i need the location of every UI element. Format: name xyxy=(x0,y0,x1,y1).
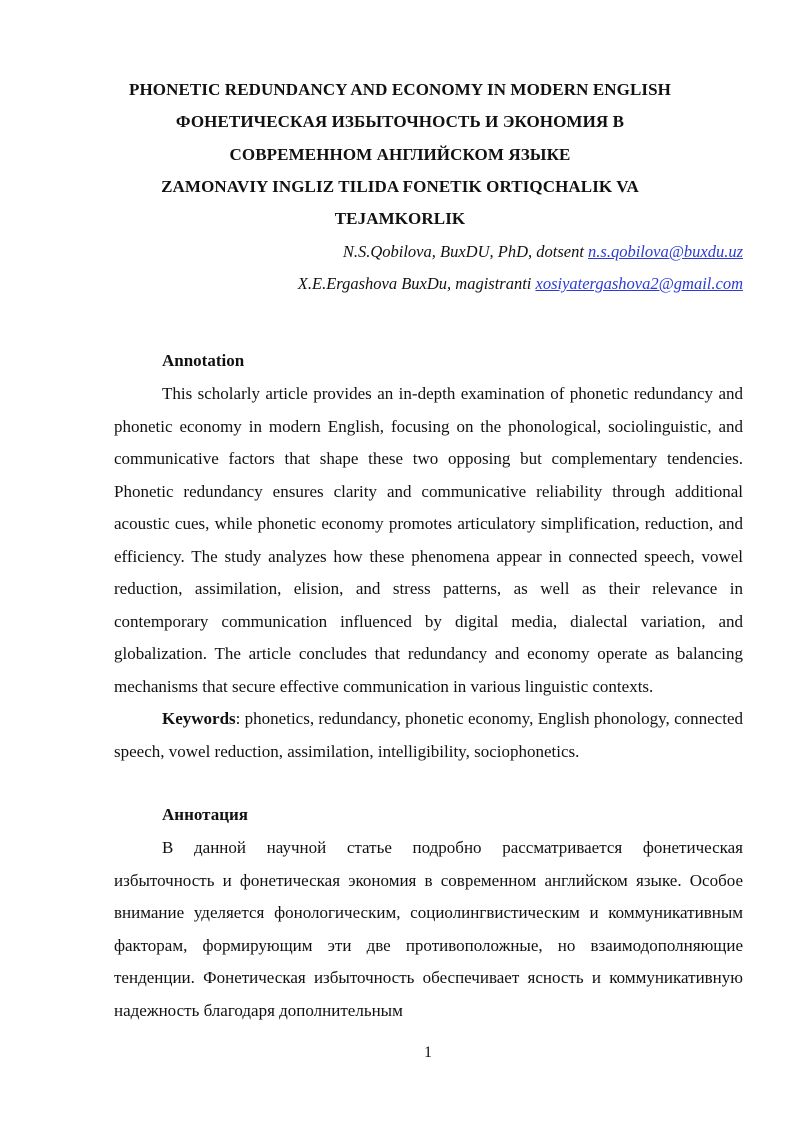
author-2 xyxy=(60,268,743,300)
title-english: PHONETIC REDUNDANCY AND ECONOMY IN MODERN ENGLISH xyxy=(128,80,671,99)
title-russian-line-2: СОВРЕМЕННОМ АНГЛИЙСКОМ ЯЗЫКЕ xyxy=(229,144,571,164)
title-block xyxy=(60,74,740,235)
author-1-email-link[interactable]: n.s.qobilova@buxdu.uz xyxy=(588,242,743,261)
annotation-paragraph: This scholarly article provides an in-depth examination of phonetic redundancy and phonetic economy in modern English, focusing on the phonological, sociolinguistic, and communicative factors that shape these two opposing but complementary tendencies. Phonetic redundancy ensures clarity and communicative reliability through additional acoustic cues, while phonetic economy promotes articulatory simplification, reduction, and efficiency. The study analyzes how these phenomena appear in connected speech, vowel reduction, assimilation, elision, and stress patterns, as well as their relevance in contemporary communication influenced by digital media, dialectal variation, and globalization. The article concludes that redundancy and economy operate as balancing mechanisms that secure effective communication in various linguistic contexts. xyxy=(114,384,743,696)
author-1 xyxy=(60,236,743,268)
author-block xyxy=(60,236,743,300)
keywords-text: : phonetics, redundancy, phonetic economy, English phonology, connected speech, vowel reduction, assimilation, intelligibility, sociophonetics. xyxy=(114,709,743,761)
title-uzbek-line-2: TEJAMKORLIK xyxy=(334,209,466,229)
keywords-paragraph xyxy=(114,703,743,768)
title-russian-line-1: ФОНЕТИЧЕСКАЯ ИЗБЫТОЧНОСТЬ И ЭКОНОМИЯ В xyxy=(175,112,625,132)
annotation-section xyxy=(114,378,743,768)
annotation-ru-paragraph: В данной научной статье подробно рассматривается фонетическая избыточность и фонетическая экономия в современном английском языке. Особое внимание уделяется фонологическим, социолингвистическим и коммуникативным факторам, формирующим эти две противоположные, но взаимодополняющие тенденции. Фонетическая избыточность обеспечивает ясность и коммуникативную надежность благодаря дополнительным xyxy=(114,838,743,1020)
annotation-ru-section xyxy=(114,832,743,1028)
page-number: 1 xyxy=(424,1044,432,1061)
title-uzbek-line-1: ZAMONAVIY INGLIZ TILIDA FONETIK ORTIQCHALIK VA xyxy=(161,176,639,196)
author-2-name: X.E.Ergashova BuxDu, magistranti xyxy=(297,274,536,293)
author-1-name: N.S.Qobilova, BuxDU, PhD, dotsent xyxy=(342,242,589,261)
annotation-heading: Annotation xyxy=(162,351,245,370)
keywords-label: Keywords xyxy=(162,709,236,728)
annotation-ru-heading: Аннотация xyxy=(162,805,248,824)
author-2-email-link[interactable]: xosiyatergashova2@gmail.com xyxy=(535,274,743,293)
